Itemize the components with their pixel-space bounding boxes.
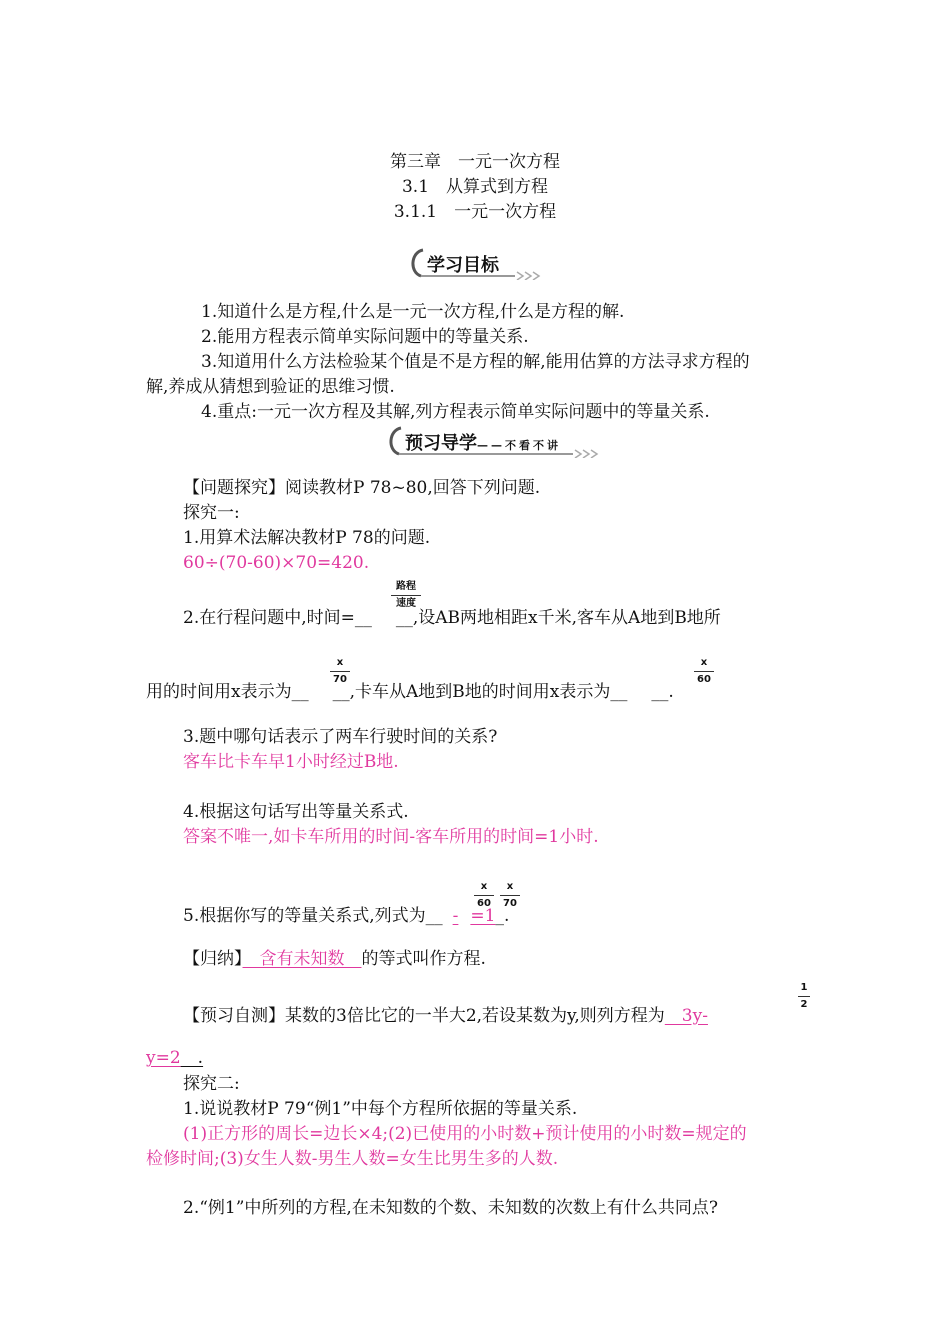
part2-title: 探究二: bbox=[183, 1074, 240, 1094]
preview-banner-title bbox=[405, 429, 561, 455]
subsection-title: 3.1.1 一元一次方程 bbox=[393, 202, 557, 222]
fraction-bus-den: 70 bbox=[333, 674, 347, 685]
fraction-self-num: 1 bbox=[800, 982, 808, 993]
fraction-bus-num: x bbox=[336, 657, 344, 668]
fraction-q5-a-num: x bbox=[480, 881, 488, 892]
part2-answer-1: (1)正方形的周长=边长×4;(2)已使用的小时数+预计使用的小时数=规定的 bbox=[183, 1124, 747, 1144]
question-2b-pre: 用的时间用x表示为__ bbox=[146, 682, 309, 702]
summary-text: 的等式叫作方程. bbox=[361, 949, 486, 969]
question-5-post: _. bbox=[495, 906, 510, 926]
question-2-pre: 2.在行程问题中,时间=__ bbox=[183, 608, 372, 628]
question-5-minus: - bbox=[452, 906, 459, 926]
objectives-banner bbox=[405, 246, 555, 280]
objective-3: 3.知道用什么方法检验某个值是不是方程的解,能用估算的方法寻求方程的 bbox=[201, 352, 750, 372]
summary-label: 【归纳】 bbox=[183, 949, 243, 969]
question-2b-mid: __,卡车从A地到B地的时间用x表示为__ bbox=[332, 682, 628, 702]
preview-banner bbox=[383, 424, 613, 458]
explore-intro-label: 【问题探究】 bbox=[183, 478, 285, 498]
question-5-eq: =1 bbox=[470, 906, 496, 926]
summary-line bbox=[183, 948, 486, 970]
fraction-truck-num: x bbox=[700, 657, 708, 668]
fraction-time-den: 速度 bbox=[396, 598, 416, 609]
objective-3-cont: 解,养成从猜想到验证的思维习惯. bbox=[146, 377, 395, 397]
self-test-answer-2: y=2 bbox=[146, 1048, 181, 1068]
preview-banner-main: 预习导学 bbox=[405, 433, 477, 454]
explore-intro-text: 阅读教材P 78~80,回答下列问题. bbox=[285, 478, 541, 498]
question-4: 4.根据这句话写出等量关系式. bbox=[183, 802, 409, 822]
answer-3: 客车比卡车早1小时经过B地. bbox=[183, 752, 399, 772]
fraction-truck-den: 60 bbox=[697, 674, 711, 685]
section-title: 3.1 从算式到方程 bbox=[401, 177, 549, 197]
self-test-line bbox=[183, 1005, 708, 1027]
question-2b-post: __. bbox=[651, 682, 674, 702]
part2-question-1: 1.说说教材P 79“例1”中每个方程所依据的等量关系. bbox=[183, 1099, 578, 1119]
fraction-self bbox=[798, 982, 810, 1011]
answer-4: 答案不唯一,如卡车所用的时间-客车所用的时间=1小时. bbox=[183, 827, 599, 847]
chapter-title: 第三章 一元一次方程 bbox=[390, 152, 560, 172]
self-test-label: 【预习自测】 bbox=[183, 1006, 285, 1026]
fraction-truck bbox=[694, 657, 714, 686]
explore-intro bbox=[183, 477, 540, 499]
question-2-post: __,设AB两地相距x千米,客车从A地到B地所 bbox=[395, 608, 721, 628]
question-2-cont bbox=[146, 681, 674, 703]
fraction-time bbox=[391, 581, 421, 610]
summary-blank: 含有未知数 bbox=[242, 949, 362, 969]
part1-title: 探究一: bbox=[183, 503, 240, 523]
objective-2: 2.能用方程表示简单实际问题中的等量关系. bbox=[201, 327, 529, 347]
fraction-self-den: 2 bbox=[800, 999, 808, 1010]
self-test-cont bbox=[146, 1047, 203, 1069]
fraction-q5-b-den: 70 bbox=[503, 898, 517, 909]
self-test-end: . bbox=[180, 1048, 204, 1068]
question-5 bbox=[183, 905, 509, 927]
question-2 bbox=[183, 607, 721, 629]
question-1: 1.用算术法解决教材P 78的问题. bbox=[183, 528, 431, 548]
part2-question-2: 2.“例1”中所列的方程,在未知数的个数、未知数的次数上有什么共同点? bbox=[183, 1198, 718, 1218]
self-test-text: 某数的3倍比它的一半大2,若设某数为y,则列方程为 bbox=[285, 1006, 665, 1026]
objective-4: 4.重点:一元一次方程及其解,列方程表示简单实际问题中的等量关系. bbox=[201, 402, 710, 422]
self-test-answer-1: 3y- bbox=[664, 1006, 708, 1026]
answer-1: 60÷(70-60)×70=420. bbox=[183, 553, 370, 573]
fraction-time-num: 路程 bbox=[396, 581, 416, 592]
fraction-q5-a-den: 60 bbox=[477, 898, 491, 909]
question-3: 3.题中哪句话表示了两车行驶时间的关系? bbox=[183, 727, 498, 747]
objective-1: 1.知道什么是方程,什么是一元一次方程,什么是方程的解. bbox=[201, 302, 625, 322]
objectives-banner-title: 学习目标 bbox=[427, 255, 499, 276]
preview-banner-sub: ——不看不讲 bbox=[477, 439, 561, 452]
part2-answer-1-cont: 检修时间;(3)女生人数-男生人数=女生比男生多的人数. bbox=[146, 1149, 559, 1169]
fraction-q5-b-num: x bbox=[506, 881, 514, 892]
question-5-pre: 5.根据你写的等量关系式,列式为__ bbox=[183, 906, 443, 926]
